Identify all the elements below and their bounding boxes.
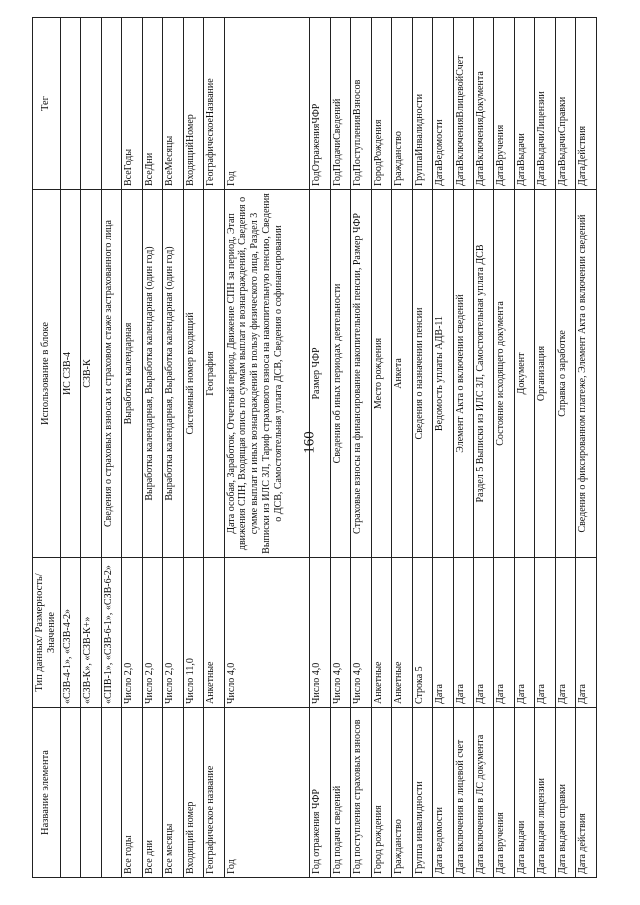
cell-name: Дата действия <box>576 708 597 878</box>
cell-usage: Раздел 5 Выписки из ИЛС ЗЛ, Самостоятельная уплата ДСВ <box>474 190 494 558</box>
cell-type: Число 11,0 <box>183 558 203 708</box>
table-row <box>310 18 330 878</box>
cell-type: Число 4,0 <box>351 558 371 708</box>
cell-tag: ГодОтраженияЧФР <box>310 18 330 190</box>
cell-type: «СПВ-1», «СЗВ-6-1», «СЗВ-6-2» <box>101 558 121 708</box>
table-row <box>392 18 412 878</box>
cell-tag <box>81 18 101 190</box>
cell-name <box>101 708 121 878</box>
table-row <box>555 18 575 878</box>
cell-type: Дата <box>453 558 473 708</box>
cell-type: Дата <box>514 558 534 708</box>
cell-name: Дата включения в ЛС документа <box>474 708 494 878</box>
cell-name: Гражданство <box>392 708 412 878</box>
cell-tag: ГодПодачиСведений <box>330 18 350 190</box>
cell-name: Город рождения <box>371 708 391 878</box>
table-row <box>122 18 142 878</box>
cell-name: Дата выдачи лицензии <box>535 708 555 878</box>
cell-name: Географическое название <box>204 708 224 878</box>
table-row <box>433 18 453 878</box>
cell-usage: Сведения о страховых взносах и страховом стаже застрахованного лица <box>101 190 121 558</box>
header-tag: Тег <box>33 18 61 190</box>
cell-tag: ДатаВедомости <box>433 18 453 190</box>
cell-tag <box>60 18 80 190</box>
cell-type: Анкетные <box>392 558 412 708</box>
cell-name: Дата ведомости <box>433 708 453 878</box>
rotated-page-content <box>32 18 597 878</box>
table-row <box>163 18 183 878</box>
cell-usage: Выработка календарная, Выработка календарная (один год) <box>163 190 183 558</box>
cell-name: Дата выдачи <box>514 708 534 878</box>
cell-tag: ГородРождения <box>371 18 391 190</box>
cell-type: Дата <box>576 558 597 708</box>
cell-name: Год <box>224 708 310 878</box>
cell-usage: Организация <box>535 190 555 558</box>
cell-name: Дата вручения <box>494 708 514 878</box>
table-row <box>412 18 432 878</box>
cell-tag: ВсеГоды <box>122 18 142 190</box>
cell-type: Число 2,0 <box>163 558 183 708</box>
table-row <box>330 18 350 878</box>
cell-usage: Ведомость уплаты АДВ-11 <box>433 190 453 558</box>
cell-usage: СЗВ-К <box>81 190 101 558</box>
cell-tag: ДатаДействия <box>576 18 597 190</box>
cell-name: Год отражения ЧФР <box>310 708 330 878</box>
cell-tag: ДатаВключенияДокумента <box>474 18 494 190</box>
cell-name: Группа инвалидности <box>412 708 432 878</box>
cell-type: Дата <box>555 558 575 708</box>
cell-usage: Состояние исходящего документа <box>494 190 514 558</box>
cell-name: Входящий номер <box>183 708 203 878</box>
table-row <box>474 18 494 878</box>
cell-usage: Элемент Акта о включении сведений <box>453 190 473 558</box>
cell-tag: ДатаВключенияВлицевойСчет <box>453 18 473 190</box>
table-row <box>371 18 391 878</box>
cell-usage: Сведения о фиксированном платеже, Элемент Акта о включении сведений <box>576 190 597 558</box>
cell-usage: ИС СЗВ-4 <box>60 190 80 558</box>
cell-name: Все дни <box>142 708 162 878</box>
cell-usage: Выработка календарная, Выработка календарная (один год) <box>142 190 162 558</box>
cell-usage: Анкета <box>392 190 412 558</box>
cell-type: «СЗВ-4-1», «СЗВ-4-2» <box>60 558 80 708</box>
table-row <box>494 18 514 878</box>
cell-name: Все годы <box>122 708 142 878</box>
table-row <box>183 18 203 878</box>
cell-name: Все месяцы <box>163 708 183 878</box>
page-number: 160 <box>301 431 318 454</box>
cell-tag <box>101 18 121 190</box>
cell-type: Дата <box>433 558 453 708</box>
cell-type: Число 2,0 <box>142 558 162 708</box>
element-reference-table <box>32 17 597 878</box>
cell-usage: Место рождения <box>371 190 391 558</box>
cell-name: Дата включения в лицевой счет <box>453 708 473 878</box>
cell-tag: Год <box>224 18 310 190</box>
cell-name <box>60 708 80 878</box>
cell-type: Анкетные <box>371 558 391 708</box>
cell-tag: Гражданство <box>392 18 412 190</box>
cell-usage: Размер ЧФР <box>310 190 330 558</box>
cell-usage: Сведения об иных периодах деятельности <box>330 190 350 558</box>
cell-name: Дата выдачи справки <box>555 708 575 878</box>
cell-usage: География <box>204 190 224 558</box>
cell-usage: Дата особая, Заработок, Отчетный период, Движение СПН за период, Этап движения СПН, Входящая опись по суммам выплат и вознаграждений, Сведения о сумме выплат и иных вознаграждений в пользу физического лица, Раздел 3 Выписки из ИЛС ЗЛ, Тариф страхового взноса на накопительную пенсию, Сведения о ДСВ, Самостоятельная уплата ДСВ, Сведения о софинансировании <box>224 190 310 558</box>
cell-usage: Выработка календарная <box>122 190 142 558</box>
cell-type: Число 4,0 <box>310 558 330 708</box>
table-row <box>81 18 101 878</box>
cell-tag: ДатаВыдачи <box>514 18 534 190</box>
cell-type: Дата <box>494 558 514 708</box>
table-row <box>453 18 473 878</box>
cell-tag: ВсеДни <box>142 18 162 190</box>
cell-name <box>81 708 101 878</box>
cell-type: Строка 5 <box>412 558 432 708</box>
table-row <box>514 18 534 878</box>
cell-usage: Справка о заработке <box>555 190 575 558</box>
cell-type: Дата <box>474 558 494 708</box>
cell-name: Год подачи сведений <box>330 708 350 878</box>
cell-usage: Страховые взносы на финансирование накопительной пенсии, Размер ЧФР <box>351 190 371 558</box>
cell-usage: Системный номер входящий <box>183 190 203 558</box>
cell-tag: ДатаВручения <box>494 18 514 190</box>
table-row <box>351 18 371 878</box>
cell-type: Число 4,0 <box>330 558 350 708</box>
cell-tag: ГеографическоеНазвание <box>204 18 224 190</box>
table-header-row <box>33 18 61 878</box>
cell-tag: ВсеМесяцы <box>163 18 183 190</box>
header-name: Название элемента <box>33 708 61 878</box>
cell-type: Анкетные <box>204 558 224 708</box>
header-usage: Использование в блоке <box>33 190 61 558</box>
cell-usage: Сведения о назначении пенсии <box>412 190 432 558</box>
table-row <box>576 18 597 878</box>
table-row <box>60 18 80 878</box>
cell-type: Дата <box>535 558 555 708</box>
cell-tag: ДатаВыдачиЛицензии <box>535 18 555 190</box>
cell-tag: ДатаВыдачиСправки <box>555 18 575 190</box>
table-row <box>204 18 224 878</box>
cell-name: Год поступления страховых взносов <box>351 708 371 878</box>
table-row <box>535 18 555 878</box>
cell-type: Число 4,0 <box>224 558 310 708</box>
table-row <box>101 18 121 878</box>
table-row <box>224 18 310 878</box>
table-row <box>142 18 162 878</box>
header-type: Тип данных/ Размерность/ Значение <box>33 558 61 708</box>
cell-tag: ГодПоступленияВзносов <box>351 18 371 190</box>
cell-type: «СЗВ-К», «СЗВ-К+» <box>81 558 101 708</box>
cell-tag: ГруппаИнвалидности <box>412 18 432 190</box>
cell-type: Число 2,0 <box>122 558 142 708</box>
cell-tag: ВходящийНомер <box>183 18 203 190</box>
cell-usage: Документ <box>514 190 534 558</box>
